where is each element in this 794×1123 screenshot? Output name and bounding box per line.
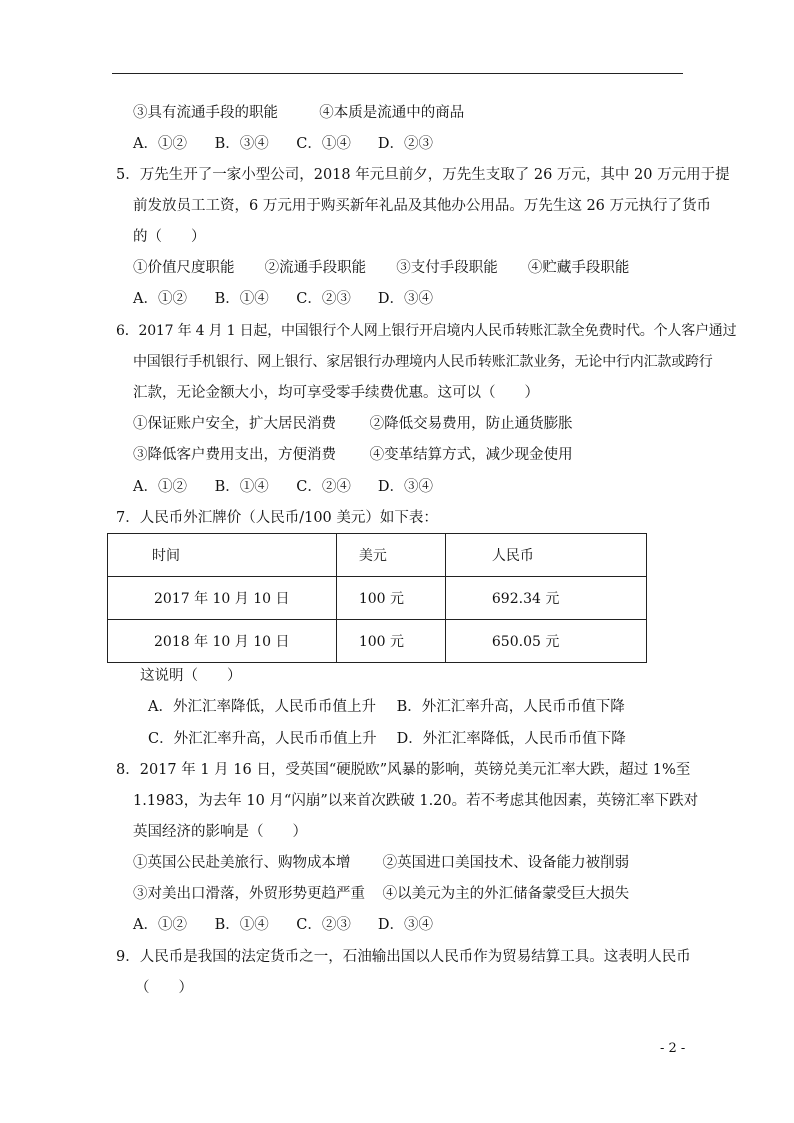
q6-option-2: ②降低交易费用，防止通货膨胀: [369, 416, 573, 432]
q8-choices: [133, 915, 433, 935]
table-row: [108, 620, 647, 663]
choice-d: D．③④: [377, 291, 433, 307]
table-header-time: 时间: [108, 534, 337, 577]
q9-line-2: （ ）: [135, 980, 193, 996]
q5-line-3: 的（ ）: [133, 229, 206, 245]
q8-option-4: ④以美元为主的外汇储备蒙受巨大损失: [382, 886, 630, 902]
exchange-rate-table: [107, 533, 647, 663]
q8-options-row-2: [133, 884, 629, 904]
q5-option-3: ③支付手段职能: [396, 260, 498, 276]
q6-option-4: ④变革结算方式，减少现金使用: [369, 447, 573, 463]
q6-options-row-1: [133, 414, 573, 434]
choice-d: D．②③: [377, 136, 433, 152]
choice-c: C．②④: [296, 479, 351, 495]
choice-d: D．③④: [377, 917, 433, 933]
q6-line-3: 汇款，无论金额大小，均可享受零手续费优惠。这可以（ ）: [133, 385, 539, 401]
choice-a: A．①②: [133, 291, 187, 307]
table-header-usd: 美元: [336, 534, 445, 577]
choice-c: C．②③: [296, 291, 351, 307]
choice-a: A．①②: [133, 479, 187, 495]
q5-option-2: ②流通手段职能: [264, 260, 367, 276]
q6-line-2: 中国银行手机银行、网上银行、家居银行办理境内人民币转账汇款业务，无论中行内汇款或跨行: [133, 354, 713, 370]
q5-choices: [133, 289, 433, 309]
choice-d: D．③④: [377, 479, 433, 495]
q8-line-3: 英国经济的影响是（ ）: [133, 824, 307, 840]
table-header-row: [108, 534, 647, 577]
q6-line-1: 6．2017 年 4 月 1 日起，中国银行个人网上银行开启境内人民币转账汇款全免费时代。个人客户通过: [116, 323, 737, 339]
q5-line-1: 5．万先生开了一家小型公司，2018 年元旦前夕，万先生支取了 26 万元，其中 20 万元用于提: [116, 167, 730, 183]
choice-b: B．①④: [214, 291, 269, 307]
q6-options-row-2: [133, 445, 573, 465]
q8-line-1: 8．2017 年 1 月 16 日，受英国“硬脱欧”风暴的影响，英镑兑美元汇率大跌，超过 1%至: [116, 762, 691, 778]
table-cell-rmb: 650.05 元: [445, 620, 646, 663]
choice-b: B．①④: [214, 479, 269, 495]
header-rule: [112, 73, 683, 74]
choice-b: B．③④: [214, 136, 269, 152]
q8-option-2: ②英国进口美国技术、设备能力被削弱: [382, 855, 630, 871]
prev-option-4: ④本质是流通中的商品: [319, 105, 465, 121]
page-number: - 2 -: [660, 1041, 686, 1056]
table-cell-usd: 100 元: [336, 620, 445, 663]
prev-option-3: ③具有流通手段的职能: [133, 105, 278, 121]
q7-choice-d: D．外汇汇率降低，人民币币值下降: [396, 731, 626, 747]
q7-choice-b: B．外汇汇率升高，人民币币值下降: [396, 699, 625, 715]
choice-c: C．②③: [296, 917, 351, 933]
q8-line-2: 1.1983，为去年 10 月“闪崩”以来首次跌破 1.20。若不考虑其他因素，英镑汇率下跌对: [133, 793, 699, 809]
q8-option-3: ③对美出口滑落，外贸形势更趋严重: [133, 886, 365, 902]
choice-a: A．①②: [133, 917, 187, 933]
q6-option-1: ①保证账户安全，扩大居民消费: [133, 416, 336, 432]
table-header-rmb: 人民币: [445, 534, 646, 577]
q7-choice-a: A．外汇汇率降低，人民币币值上升: [148, 699, 376, 715]
q7-choices-row-2: [148, 729, 626, 749]
q9-line-1: 9．人民币是我国的法定货币之一，石油输出国以人民币作为贸易结算工具。这表明人民币: [116, 949, 691, 965]
table-cell-usd: 100 元: [336, 577, 445, 620]
q5-option-4: ④贮藏手段职能: [527, 260, 630, 276]
q5-options: [133, 258, 629, 278]
table-cell-date: 2018 年 10 月 10 日: [108, 620, 337, 663]
q8-options-row-1: [133, 853, 629, 873]
table-row: [108, 577, 647, 620]
table-cell-rmb: 692.34 元: [445, 577, 646, 620]
q7-line-1: 7．人民币外汇牌价（人民币/100 美元）如下表：: [116, 510, 438, 526]
table-cell-date: 2017 年 10 月 10 日: [108, 577, 337, 620]
q6-choices: [133, 477, 433, 497]
q7-choice-c: C．外汇汇率升高，人民币币值上升: [148, 731, 377, 747]
q5-option-1: ①价值尺度职能: [133, 260, 235, 276]
q7-stem: 这说明（ ）: [140, 668, 242, 684]
choice-b: B．①④: [214, 917, 269, 933]
q8-option-1: ①英国公民赴美旅行、购物成本增: [133, 855, 351, 871]
q5-line-2: 前发放员工工资，6 万元用于购买新年礼品及其他办公用品。万先生这 26 万元执行了货币: [133, 198, 711, 214]
q7-choices-row-1: [148, 697, 625, 717]
prev-options-row: [133, 103, 464, 123]
prev-choices: [133, 134, 433, 154]
choice-c: C．①④: [296, 136, 351, 152]
choice-a: A．①②: [133, 136, 187, 152]
q6-option-3: ③降低客户费用支出，方便消费: [133, 447, 336, 463]
